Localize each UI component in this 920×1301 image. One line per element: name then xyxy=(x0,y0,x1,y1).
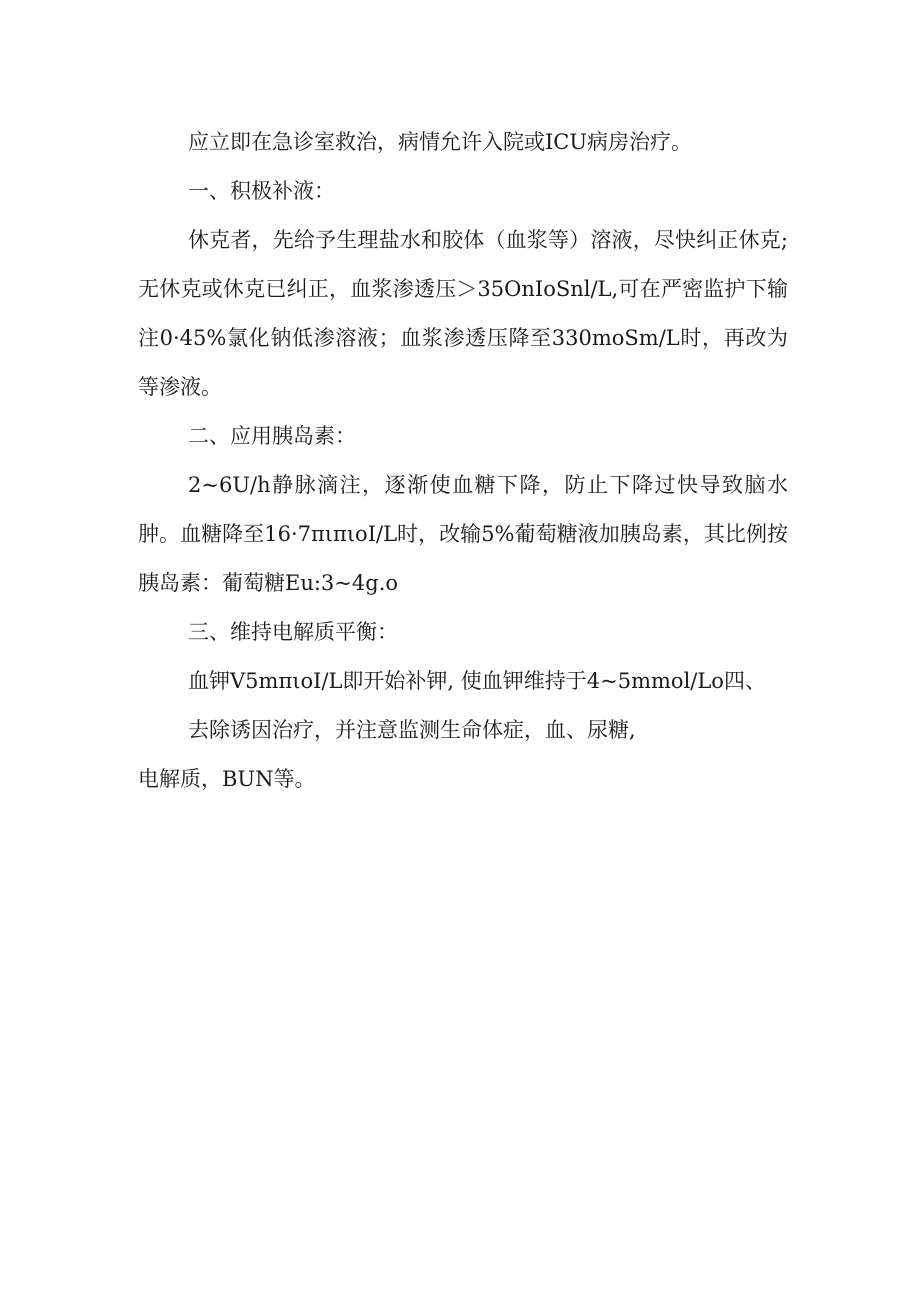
heading-electrolyte-balance: 三、维持电解质平衡： xyxy=(188,620,398,644)
paragraph-potassium: 血钾V5mπιoI/L即开始补钾, 使血钾维持于4~5mmol/Lo四、 xyxy=(188,669,766,693)
paragraph-fluid-replacement: 休克者，先给予生理盐水和胶体（血浆等）溶液，尽快纠正休克; 无休克或休克已纠正，血浆渗透压＞35OnIoSnl/L,可在严密监护下输注0·45%氯化钠低渗溶液；血浆渗透压降至330moSm/L时，再改为等渗液。 xyxy=(138,228,788,399)
heading-fluid-replacement: 一、积极补液： xyxy=(188,179,335,203)
paragraph-remove-cause: 去除诱因治疗，并注意监测生命体症，血、尿糖, xyxy=(188,718,636,742)
paragraph-insulin: 2~6U/h静脉滴注，逐渐使血糖下降，防止下降过快导致脑水肿。血糖降至16·7πιπιoI/L时，改输5%葡萄糖液加胰岛素，其比例按胰岛素：葡萄糖Eu:3~4g.o xyxy=(138,473,788,595)
heading-insulin: 二、应用胰岛素： xyxy=(188,424,356,448)
paragraph-monitoring: 电解质，BUN等。 xyxy=(138,767,316,791)
paragraph-icu-instruction: 应立即在急诊室救治，病情允许入院或ICU病房治疗。 xyxy=(188,130,693,154)
document-body xyxy=(138,118,788,804)
